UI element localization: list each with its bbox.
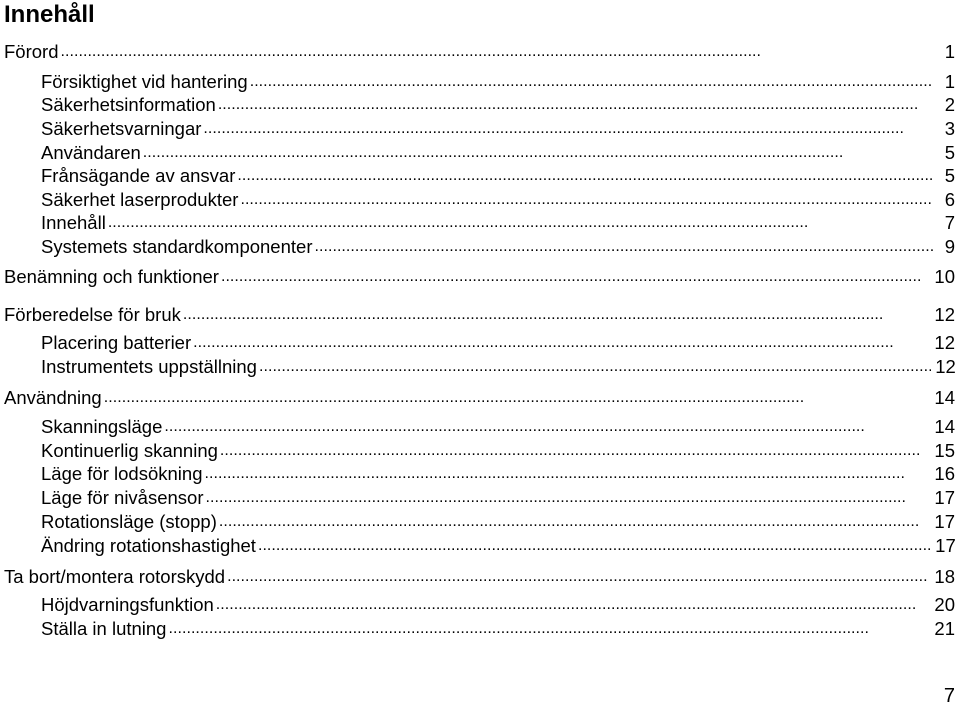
toc-entry-page: 7 <box>944 212 955 233</box>
toc-entry-label: Försiktighet vid hantering <box>41 71 248 92</box>
dot-leader <box>164 414 930 438</box>
toc-entry-label: Benämning och funktioner <box>4 266 219 287</box>
toc-entry-label: Säkerhet laserprodukter <box>41 189 239 210</box>
toc-entry-label: Läge för lodsökning <box>41 463 203 484</box>
toc-entry-page: 5 <box>944 142 955 163</box>
toc-entry-label: Användning <box>4 387 102 408</box>
toc-entry-label: Placering batterier <box>41 332 192 353</box>
toc-subsection <box>0 189 955 211</box>
dot-leader <box>183 302 931 326</box>
toc-entry-page: 15 <box>934 440 955 461</box>
dot-leader <box>227 564 930 588</box>
toc-subsection <box>0 535 955 557</box>
dot-leader <box>61 39 934 63</box>
dot-leader <box>206 485 931 509</box>
dot-leader <box>193 330 930 354</box>
toc-entry-page: 12 <box>934 304 955 325</box>
toc-entry-label: Ta bort/montera rotorskydd <box>4 566 226 587</box>
dot-leader <box>220 438 931 462</box>
dot-leader <box>240 187 933 211</box>
toc-entry-label: Säkerhetsvarningar <box>41 118 202 139</box>
toc-entry-label: Ställa in lutning <box>41 618 167 639</box>
toc-subsection <box>0 236 955 258</box>
toc-entry-page: 17 <box>934 487 955 508</box>
dot-leader <box>168 616 930 640</box>
toc-subsection <box>0 487 955 509</box>
toc-entry-page: 17 <box>935 535 956 556</box>
toc-subsection <box>0 594 955 616</box>
dot-leader <box>314 234 933 258</box>
toc-entry-label: Säkerhetsinformation <box>41 94 216 115</box>
toc-subsection <box>0 463 955 485</box>
toc-section <box>0 41 955 63</box>
toc-entry-label: Höjdvarningsfunktion <box>41 594 214 615</box>
dot-leader <box>218 92 933 116</box>
toc-entry-page: 5 <box>944 165 955 186</box>
dot-leader <box>221 264 930 288</box>
toc-entry-page: 10 <box>934 266 955 287</box>
toc-entry-page: 12 <box>935 356 956 377</box>
dot-leader <box>143 140 933 164</box>
toc-entry-label: Skanningsläge <box>41 416 163 437</box>
toc-entry-label: Rotationsläge (stopp) <box>41 511 217 532</box>
toc-subsection <box>0 332 955 354</box>
dot-leader <box>237 163 933 187</box>
toc-section <box>0 566 955 588</box>
toc-subsection <box>0 618 955 640</box>
toc-subsection <box>0 440 955 462</box>
toc-entry-page: 21 <box>934 618 955 639</box>
toc-subsection <box>0 142 955 164</box>
dot-leader <box>219 509 931 533</box>
dot-leader <box>204 461 930 485</box>
dot-leader <box>203 116 933 140</box>
toc-section <box>0 304 955 326</box>
page-number: 7 <box>943 685 955 707</box>
page-title: Innehåll <box>4 1 95 28</box>
toc-subsection <box>0 416 955 438</box>
toc-entry-page: 12 <box>934 332 955 353</box>
toc-entry-label: Innehåll <box>41 212 106 233</box>
toc-section <box>0 266 955 288</box>
toc-section <box>0 387 955 409</box>
toc-subsection <box>0 165 955 187</box>
toc-entry-label: Instrumentets uppställning <box>41 356 257 377</box>
toc-entry-page: 2 <box>944 94 955 115</box>
toc-entry-label: Förberedelse för bruk <box>4 304 181 325</box>
toc-subsection <box>0 356 955 378</box>
toc-entry-page: 9 <box>944 236 955 257</box>
toc-entry-page: 3 <box>944 118 955 139</box>
dot-leader <box>216 592 931 616</box>
toc-entry-label: Kontinuerlig skanning <box>41 440 218 461</box>
toc-entry-label: Frånsägande av ansvar <box>41 165 236 186</box>
dot-leader <box>250 69 933 93</box>
dot-leader <box>258 533 931 557</box>
dot-leader <box>259 354 931 378</box>
toc-entry-page: 16 <box>934 463 955 484</box>
toc-subsection <box>0 94 955 116</box>
toc-entry-page: 6 <box>944 189 955 210</box>
toc-entry-page: 14 <box>934 387 955 408</box>
toc-subsection <box>0 118 955 140</box>
toc-entry-page: 1 <box>944 71 955 92</box>
toc-entry-label: Användaren <box>41 142 141 163</box>
toc-entry-page: 20 <box>934 594 955 615</box>
toc-subsection <box>0 71 955 93</box>
toc-entry-label: Ändring rotationshastighet <box>41 535 256 556</box>
toc-subsection <box>0 511 955 533</box>
toc-subsection <box>0 212 955 234</box>
toc-entry-page: 18 <box>934 566 955 587</box>
toc-entry-label: Läge för nivåsensor <box>41 487 204 508</box>
toc-entry-page: 17 <box>934 511 955 532</box>
toc-entry-page: 1 <box>944 41 955 62</box>
dot-leader <box>104 385 931 409</box>
toc-entry-label: Systemets standardkomponenter <box>41 236 313 257</box>
toc-entry-page: 14 <box>934 416 955 437</box>
dot-leader <box>108 210 933 234</box>
toc-entry-label: Förord <box>4 41 59 62</box>
